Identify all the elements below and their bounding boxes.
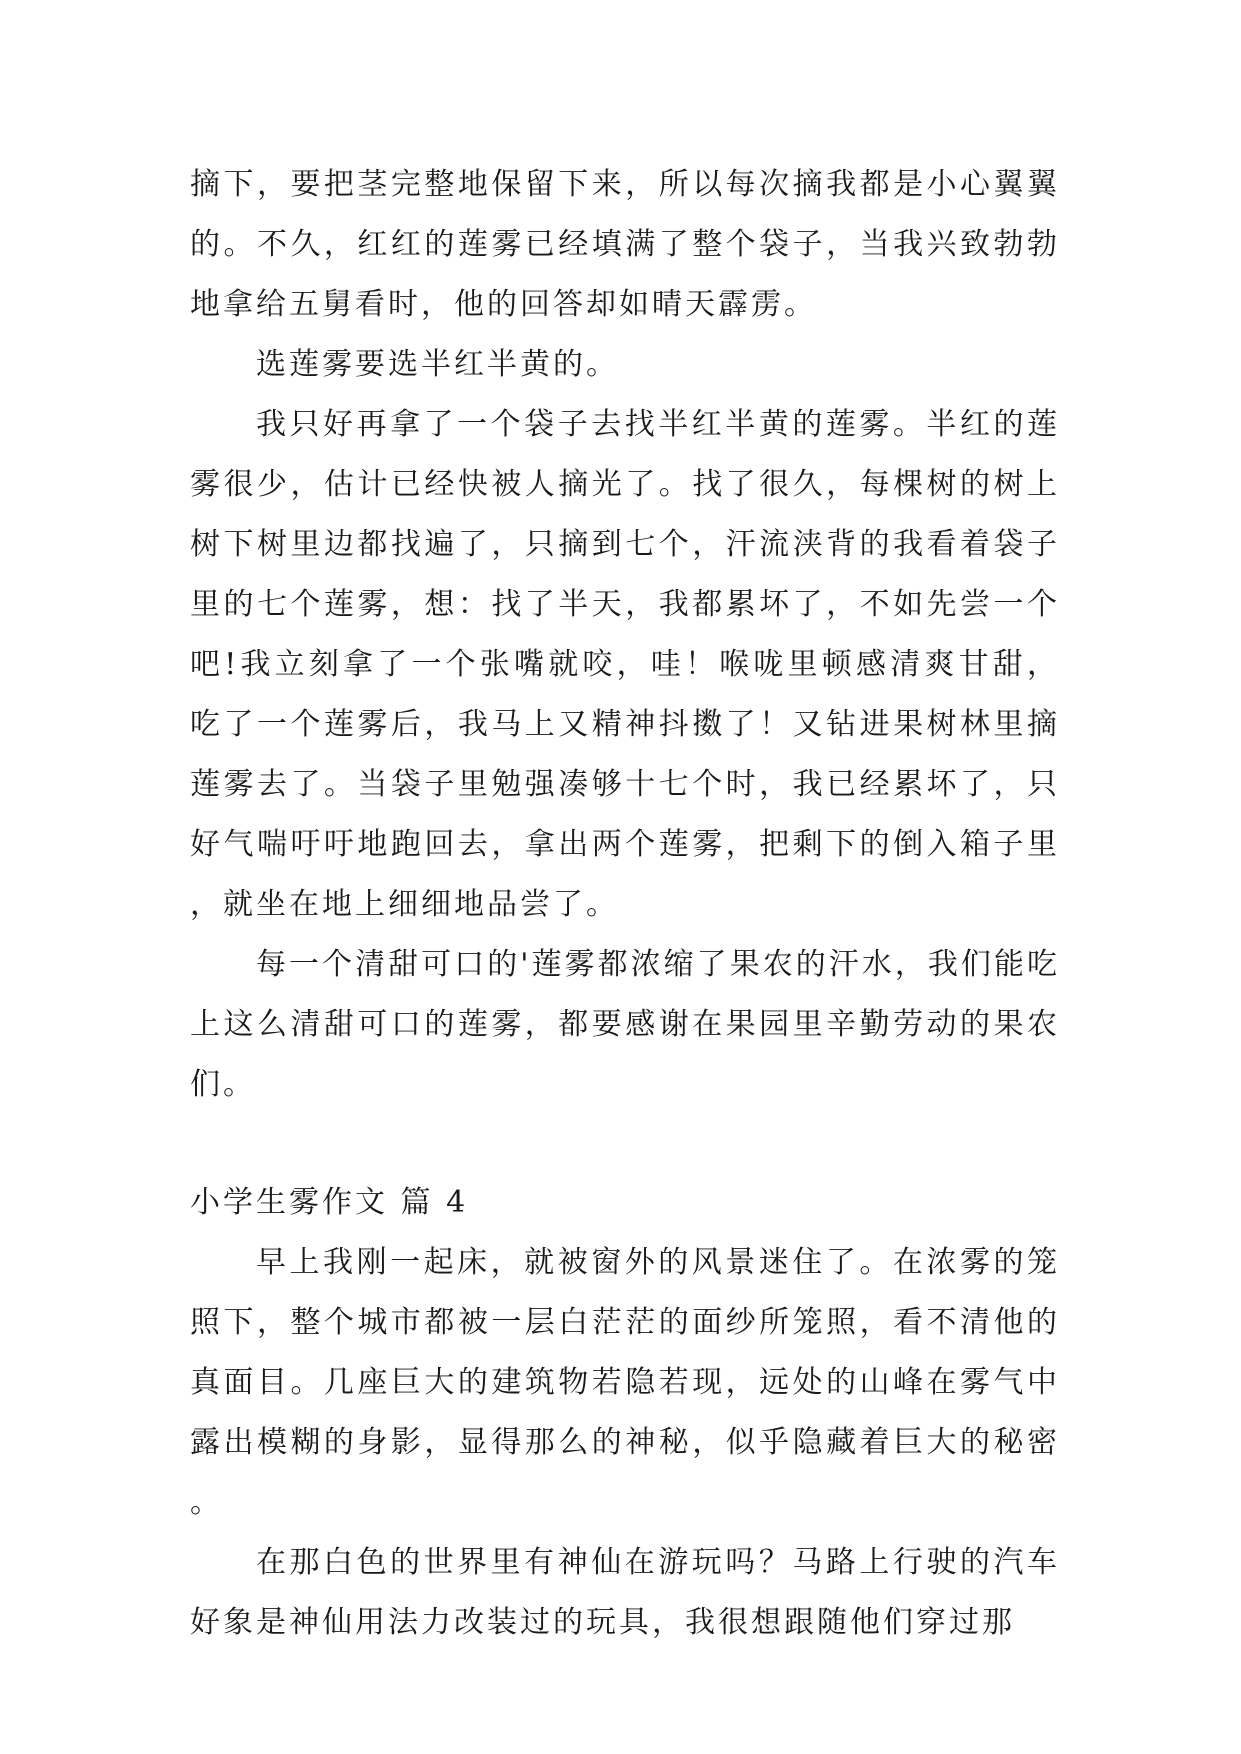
paragraph: 我只好再拿了一个袋子去找半红半黄的莲雾。半红的莲雾很少，估计已经快被人摘光了。找了很久，每棵树的树上树下树里边都找遍了，只摘到七个，汗流浃背的我看着袋子里的七个莲雾，想：找了半天，我都累坏了，不如先尝一个吧!我立刻拿了一个张嘴就咬，哇！喉咙里顿感清爽甘甜，吃了一个莲雾后，我马上又精神抖擞了！又钻进果树林里摘莲雾去了。当袋子里勉强凑够十七个时，我已经累坏了，只好气喘吁吁地跑回去，拿出两个莲雾，把剩下的倒入箱子里，就坐在地上细细地品尝了。 (190, 407, 1060, 922)
document-page (190, 155, 1060, 1653)
paragraph: 早上我刚一起床，就被窗外的风景迷住了。在浓雾的笼照下，整个城市都被一层白茫茫的面纱所笼照，看不清他的真面目。几座巨大的建筑物若隐若现，远处的山峰在雾气中露出模糊的身影，显得那么的神秘，似乎隐藏着巨大的秘密。 (190, 1245, 1060, 1520)
section-heading: 小学生雾作文 篇 4 (190, 1185, 469, 1220)
paragraph: 选莲雾要选半红半黄的。 (256, 347, 619, 382)
paragraph: 在那白色的世界里有神仙在游玩吗？马路上行驶的汽车好象是神仙用法力改装过的玩具，我很想跟随他们穿过那 (190, 1545, 1060, 1640)
paragraph: 摘下，要把茎完整地保留下来，所以每次摘我都是小心翼翼的。不久，红红的莲雾已经填满了整个袋子，当我兴致勃勃地拿给五舅看时，他的回答却如晴天霹雳。 (190, 167, 1060, 322)
paragraph: 每一个清甜可口的'莲雾都浓缩了果农的汗水，我们能吃上这么清甜可口的莲雾，都要感谢在果园里辛勤劳动的果农们。 (190, 947, 1060, 1102)
